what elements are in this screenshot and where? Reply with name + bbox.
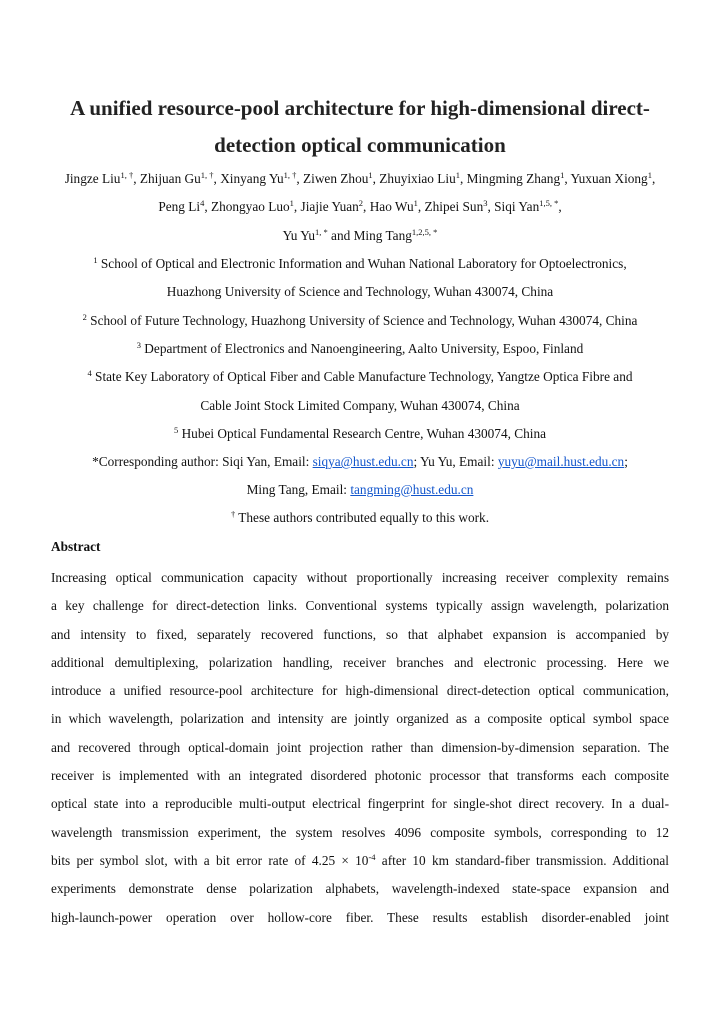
author-affiliation-mark: 2 — [358, 198, 364, 208]
email-link-yu-yu[interactable]: yuyu@mail.hust.edu.cn — [497, 454, 625, 469]
affiliation-1-continued: Huazhong University of Science and Technology, Wuhan 430074, China — [166, 284, 554, 299]
affiliation-text: Department of Electronics and Nanoengineering, Aalto University, Espoo, Finland — [140, 341, 584, 356]
affiliation-5 — [40, 424, 680, 444]
author-affiliation-mark: 1, † — [120, 170, 134, 180]
author-line: Yu $Yu^{1, *}$ and Ming Tang$^{1,2,5, *}$ — [282, 227, 438, 243]
affiliation-number: 4 — [87, 368, 92, 378]
affiliation-text: School of Optical and Electronic Information and Wuhan National Laboratory for Optoelectronics, — [97, 256, 627, 271]
abstract-line: additional demultiplexing, polarization handling, receiver branches and electronic processing. Here we — [51, 654, 669, 670]
affiliation-number: 5 — [174, 425, 179, 435]
author-name: Zhijuan Gu — [139, 171, 201, 186]
author-name: Ming Tang — [353, 228, 412, 243]
author-line: Peng Li$^4$, Zhongyao Luo$^1$, Jiajie Yuan$^2$, Hao Wu$^1$, Zhipei Sun$^3$, Siqi Yan$^{1,5, *}$, — [158, 198, 562, 214]
corresponding-mid: ; Yu Yu, Email: — [413, 454, 498, 469]
author-name: Hao Wu — [369, 199, 414, 214]
corresponding-prefix-2: Ming Tang, Email: — [246, 482, 351, 497]
affiliation-2 — [40, 311, 680, 331]
author-affiliation-mark: 1, † — [200, 170, 214, 180]
abstract-line: Increasing optical communication capacity without proportionally increasing receiver complexity remains — [51, 570, 669, 585]
author-name: Mingming Zhang — [466, 171, 561, 186]
author-line: Jingze Liu$^{1, \dagger}$, Zhijuan $Gu^{1, \dagger}$, Xinyang $Yu^{1, \dagger}$, Ziwen Zhou$^1$, Zhuyixiao Liu$^1$, Mingming Zhang$^1$, Yuxuan Xiong$^1$, — [64, 170, 656, 186]
ber-exponent: -4 — [368, 851, 376, 862]
author-name: Xinyang Yu — [220, 171, 284, 186]
author-affiliation-mark: 1,2,5, * — [411, 227, 438, 237]
author-name: Zhongyao Luo — [210, 199, 290, 214]
abstract-line: receiver is implemented with an integrated disordered photonic processor that transforms each composite — [51, 768, 669, 784]
author-name: Ziwen Zhou — [303, 171, 369, 186]
affiliation-number: 2 — [82, 312, 87, 322]
author-name: Jingze Liu — [64, 171, 121, 186]
author-affiliation-mark: 1, * — [314, 227, 328, 237]
dagger-mark: † — [230, 509, 236, 519]
affiliation-1 — [40, 254, 680, 274]
affiliation-4 — [40, 367, 680, 387]
affiliation-text: Hubei Optical Fundamental Research Centre, Wuhan 430074, China — [178, 426, 546, 441]
affiliation-text: State Key Laboratory of Optical Fiber and Cable Manufacture Technology, Yangtze Optica Fibre and — [91, 369, 633, 384]
affiliation-3 — [40, 339, 680, 359]
abstract-line: and intensity to fixed, separately recovered functions, so that alphabet expansion is accompanied by — [51, 626, 669, 642]
author-affiliation-mark: 1 — [560, 170, 565, 180]
affiliation-text: School of Future Technology, Huazhong University of Science and Technology, Wuhan 430074, China — [86, 313, 638, 328]
author-name: Zhipei Sun — [424, 199, 484, 214]
email-link-ming-tang[interactable]: tangming@hust.edu.cn — [350, 482, 474, 497]
author-name: Jiajie Yuan — [300, 199, 359, 214]
affiliation-4-continued: Cable Joint Stock Limited Company, Wuhan 430074, China — [200, 398, 520, 413]
author-affiliation-mark: 3 — [483, 198, 488, 208]
author-affiliation-mark: 1 — [289, 198, 294, 208]
abstract-line: wavelength transmission experiment, the system resolves 4096 composite symbols, corresponding to 12 — [51, 824, 669, 840]
author-name: Yu Yu — [282, 228, 315, 243]
author-affiliation-mark: 1 — [413, 198, 418, 208]
author-name: Siqi Yan — [494, 199, 540, 214]
author-name: Zhuyixiao Liu — [379, 171, 456, 186]
abstract-line: and recovered through optical-domain joint projection rather than dimension-by-dimension separation. The — [51, 739, 669, 755]
author-name: Yuxuan Xiong — [570, 171, 648, 186]
abstract-line: experiments demonstrate dense polarization alphabets, wavelength-indexed state-space expansion and — [51, 881, 669, 897]
abstract-line: bits per symbol slot, with a bit error rate of $4.25 \times 10^{-4}$ after 10 km standard-fiber transmission. Additional — [51, 851, 669, 868]
abstract-body — [51, 564, 669, 932]
author-affiliation-mark: 1 — [647, 170, 652, 180]
title-line-1: A unified resource-pool architecture for high-dimensional direct- — [70, 96, 650, 120]
abstract-heading: Abstract — [51, 539, 101, 554]
abstract-line: a key challenge for direct-detection links. Conventional systems typically assign wavelength, polarization — [51, 598, 669, 614]
author-affiliation-mark: 1, † — [283, 170, 297, 180]
title-line-2: detection optical communication — [214, 133, 506, 157]
affiliation-number: 3 — [136, 340, 141, 350]
corresponding-line-2 — [40, 480, 680, 500]
corresponding-line-1 — [40, 452, 680, 472]
author-name: Peng Li — [158, 199, 201, 214]
abstract-line: optical state into a reproducible multi-output electrical fingerprint for single-shot direct recovery. In a dual- — [51, 796, 669, 812]
abstract-line: high-launch-power operation over hollow-core fiber. These results establish disorder-enabled joint — [51, 909, 669, 925]
corresponding-prefix: *Corresponding author: Siqi Yan, Email: — [92, 454, 313, 469]
equal-contribution-text: These authors contributed equally to this work. — [235, 510, 490, 525]
abstract-line: in which wavelength, polarization and intensity are jointly organized as a composite optical symbol space — [51, 711, 669, 727]
equal-contribution-note — [40, 508, 680, 528]
author-affiliation-mark: 1 — [368, 170, 373, 180]
corresponding-end: ; — [624, 454, 628, 469]
affiliation-number: 1 — [93, 255, 98, 265]
author-affiliation-mark: 1 — [455, 170, 460, 180]
abstract-line: introduce a unified resource-pool architecture for high-dimensional direct-detection optical communication, — [51, 683, 669, 699]
paper-title — [40, 90, 680, 164]
email-link-siqi-yan[interactable]: siqya@hust.edu.cn — [312, 454, 414, 469]
author-affiliation-mark: 1,5, * — [539, 198, 559, 208]
author-affiliation-mark: 4 — [200, 198, 205, 208]
